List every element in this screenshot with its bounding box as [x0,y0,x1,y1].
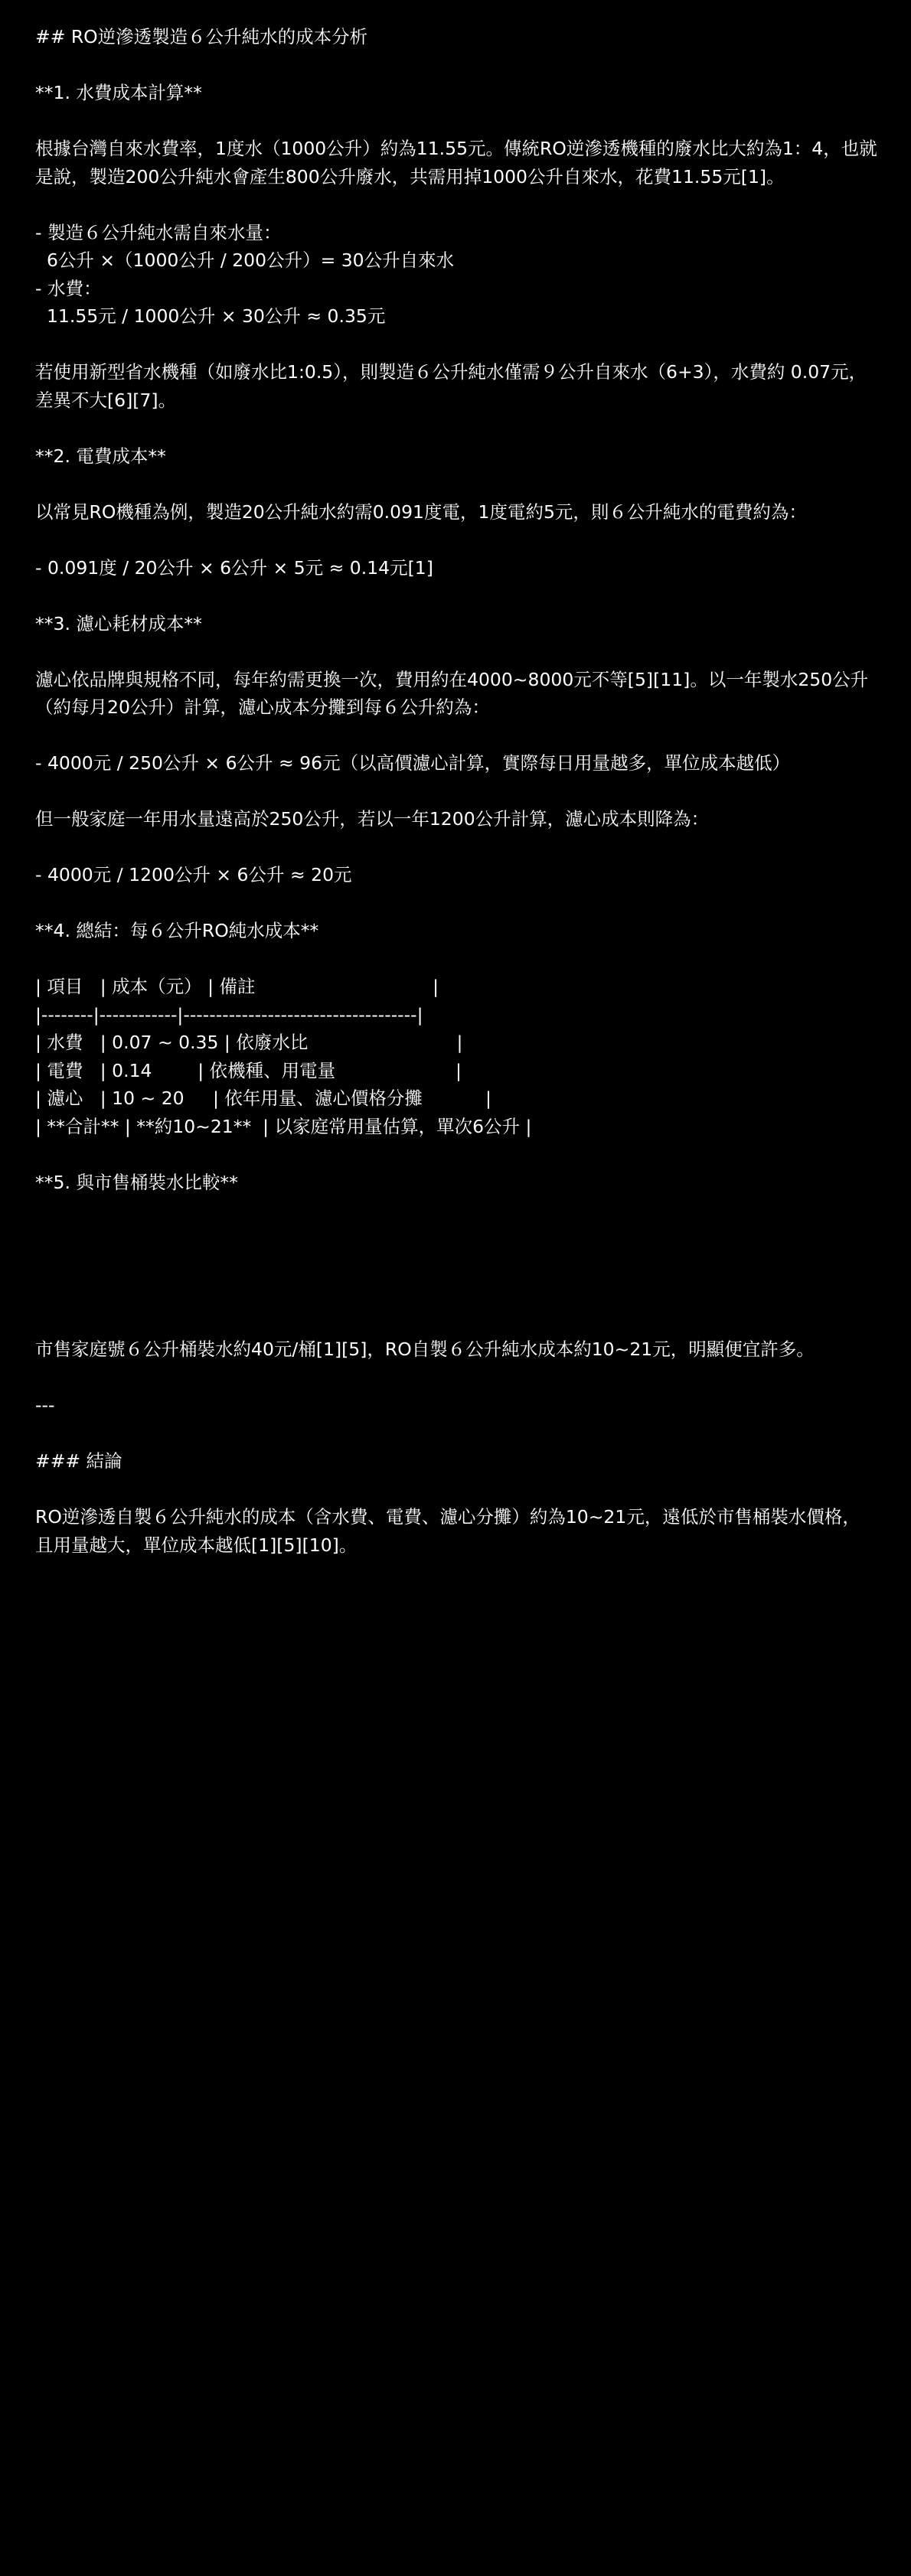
section1-paragraph-2: 若使用新型省水機種（如廢水比1:0.5），則製造６公升純水僅需９公升自來水（6+3），水費約 0.07元，差異不大[6][7]。 [35,361,867,411]
section1-heading: **1. 水費成本計算** [35,82,202,103]
section3-paragraph: 濾心依品牌與規格不同，每年約需更換一次，費用約在4000~8000元不等[5][11]。以一年製水250公升（約每月20公升）計算，濾心成本分攤到每６公升約為： [35,668,869,718]
summary-table [35,973,877,1140]
section2-heading: **2. 電費成本** [35,445,166,467]
section2-calc: - 0.091度 / 20公升 × 6公升 × 5元 ≈ 0.14元[1] [35,556,433,579]
section5-paragraph: 市售家庭號６公升桶裝水約40元/桶[1][5]，RO自製６公升純水成本約10~21元，明顯便宜許多。 [35,1339,815,1360]
section1-paragraph: 根據台灣自來水費率，1度水（1000公升）約為11.55元。傳統RO逆滲透機種的廢水比大約為1：4，也就是說，製造200公升純水會產生800公升廢水，共需用掉1000公升自來水，花費11.55元[1]。 [35,138,877,187]
section5-heading: **5. 與市售桶裝水比較** [35,1171,238,1193]
section1-bullet-water-volume: - 製造６公升純水需自來水量： [35,221,282,243]
section1-water-volume-calc: 6公升 ×（1000公升 / 200公升）= 30公升自來水 [35,249,455,271]
section1-bullet-water-fee: - 水費： [35,277,102,299]
table-line: | 項目 | 成本（元） | 備註 | [35,976,439,997]
section2-paragraph: 以常見RO機種為例，製造20公升純水約需0.091度電，1度電約5元，則６公升純水的電費約為： [35,501,807,523]
section3-heading: **3. 濾心耗材成本** [35,612,202,634]
table-line: | **合計** | **約10~21** | 以家庭常用量估算，單次6公升 | [35,1115,532,1137]
conclusion-paragraph: RO逆滲透自製６公升純水的成本（含水費、電費、濾心分攤）約為10~21元，遠低於市售桶裝水價格，且用量越大，單位成本越低[1][5][10]。 [35,1506,860,1556]
section3-calc-1: - 4000元 / 250公升 × 6公升 ≈ 96元（以高價濾心計算，實際每日用量越多，單位成本越低） [35,752,791,774]
table-line: | 電費 | 0.14 | 依機種、用電量 | [35,1059,462,1081]
table-line: | 水費 | 0.07 ~ 0.35 | 依廢水比 | [35,1032,463,1053]
page-title: ## RO逆滲透製造６公升純水的成本分析 [35,26,368,47]
table-line: |--------|------------|------------------------------------| [35,1003,423,1026]
section3-calc-2: - 4000元 / 1200公升 × 6公升 ≈ 20元 [35,864,352,885]
separator: --- [35,1394,55,1416]
section4-heading: **4. 總結：每６公升RO純水成本** [35,920,319,941]
section3-paragraph-2: 但一般家庭一年用水量遠高於250公升，若以一年1200公升計算，濾心成本則降為： [35,808,710,830]
conclusion-heading: ### 結論 [35,1450,122,1472]
document [35,23,877,1559]
section1-water-fee-calc: 11.55元 / 1000公升 × 30公升 ≈ 0.35元 [35,305,386,327]
table-line: | 濾心 | 10 ~ 20 | 依年用量、濾心價格分攤 | [35,1087,491,1109]
